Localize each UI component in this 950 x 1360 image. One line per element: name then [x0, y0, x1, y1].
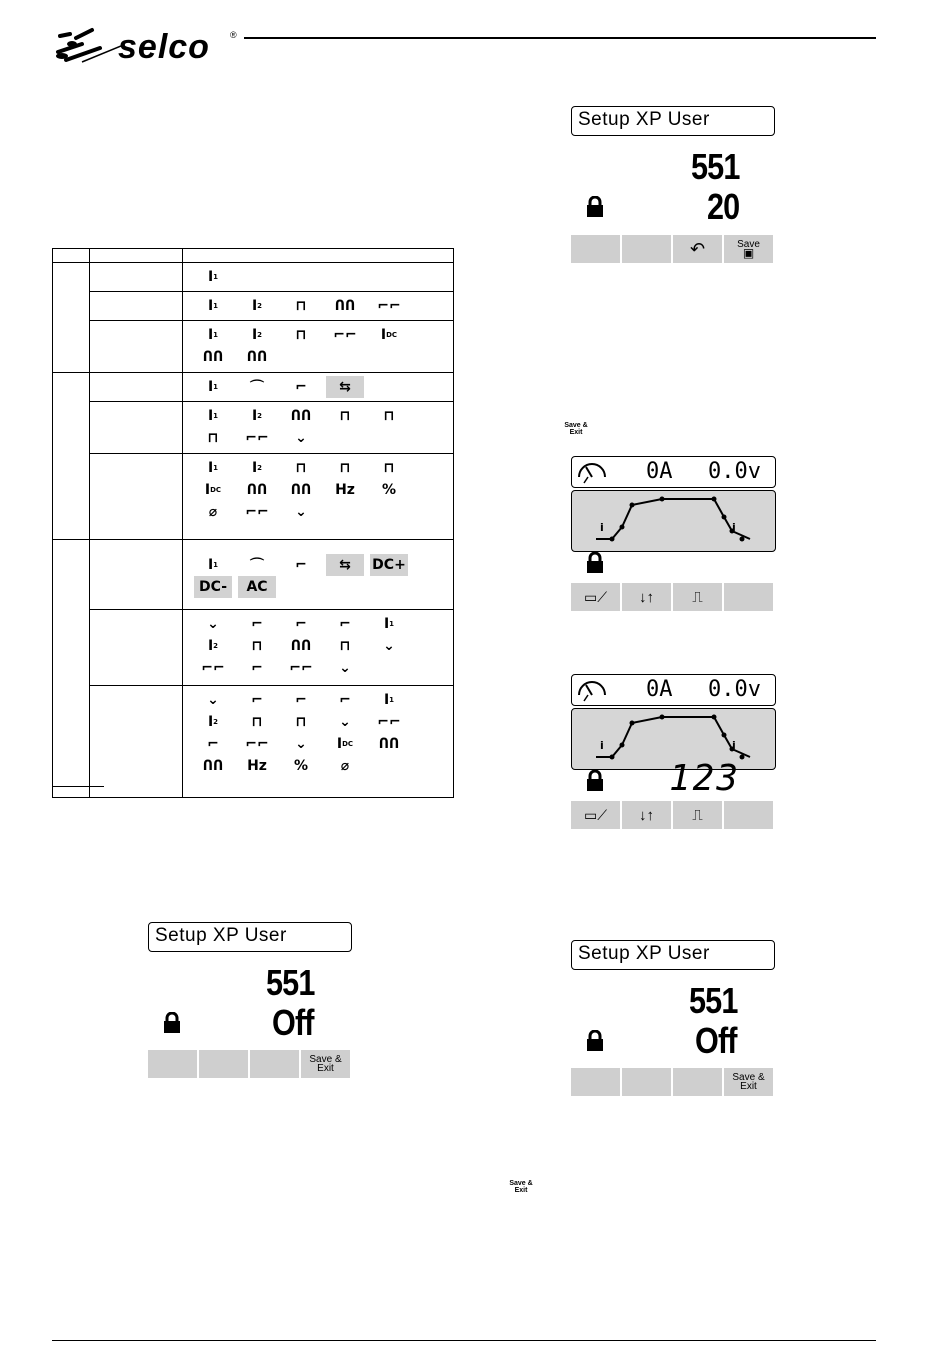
- updown-icon: ↓↑: [639, 588, 654, 606]
- param-icon: DC+: [370, 554, 408, 576]
- pulse-button[interactable]: [673, 583, 724, 611]
- lock-icon: [585, 770, 605, 792]
- param-icon: ՈՈ: [290, 408, 312, 424]
- torch-icon: ▭⟋: [583, 806, 608, 823]
- registered-mark: ®: [230, 30, 237, 40]
- param-icon: ⌐⌐: [289, 660, 313, 676]
- param-icon: ՈՈ: [202, 758, 224, 774]
- param-icon: Hz: [247, 758, 267, 774]
- param-icon: AC: [238, 576, 276, 598]
- save-exit-button[interactable]: Save & Exit: [301, 1050, 352, 1078]
- save-button[interactable]: [724, 235, 775, 263]
- icon-row: [183, 263, 453, 291]
- graph-header: [571, 674, 776, 706]
- param-icon: ՈՈ: [202, 349, 224, 365]
- param-icon: ⌄: [207, 616, 219, 632]
- display-setup-20: [571, 106, 781, 264]
- param-icon: ⌄: [295, 736, 307, 752]
- param-icon: ⌄: [383, 638, 395, 654]
- svg-text:i: i: [732, 739, 736, 752]
- softkey-3-button[interactable]: [250, 1050, 301, 1078]
- param-icon: I DC: [336, 736, 354, 752]
- softkey-2-button[interactable]: [199, 1050, 250, 1078]
- gauge-icon: [576, 679, 608, 703]
- param-icon: ⌀: [208, 504, 218, 520]
- label-cell: [90, 686, 183, 798]
- icon-row: [183, 321, 453, 371]
- param-icon: I 1: [207, 408, 219, 424]
- param-icon: ⌐: [295, 557, 307, 573]
- icons-cell: [183, 292, 454, 321]
- table-head-cell: [183, 249, 454, 263]
- display-setup-off-1: [148, 922, 358, 1080]
- param-icon: ⊓: [339, 408, 351, 424]
- param-icon: %: [293, 758, 309, 774]
- icons-cell: [183, 454, 454, 540]
- table-head-cell: [53, 249, 90, 263]
- param-icon: ⌒: [250, 380, 264, 396]
- param-icon: ՈՈ: [246, 349, 268, 365]
- param-icon: DC-: [194, 576, 232, 598]
- header-rule: [244, 37, 876, 39]
- param-icon: ՈՈ: [246, 482, 268, 498]
- param-icon: ⌐: [295, 692, 307, 708]
- icon-row: [183, 686, 453, 780]
- param-icon: I 2: [251, 408, 263, 424]
- icon-row: [183, 540, 453, 601]
- param-icon: ⌐⌐: [245, 736, 269, 752]
- lock-icon: [585, 1030, 605, 1052]
- volts-readout: 0.0v: [708, 459, 761, 484]
- footer-rule: [52, 1340, 876, 1341]
- display-value-2: Off: [695, 1020, 737, 1061]
- torch-icon: ▭⟋: [583, 588, 608, 605]
- param-icon: ⊓: [251, 714, 263, 730]
- param-icon: ⌐: [295, 379, 307, 395]
- param-icon: I 1: [207, 327, 219, 343]
- param-icon: I 2: [207, 714, 219, 730]
- param-icon: ⌐⌐: [377, 298, 401, 314]
- updown-icon: ↓↑: [639, 806, 654, 824]
- lock-icon: [585, 196, 605, 218]
- save-exit-button[interactable]: Save & Exit: [724, 1068, 775, 1096]
- svg-text:i: i: [600, 739, 604, 752]
- param-icon: I 1: [207, 298, 219, 314]
- updown-button[interactable]: [622, 583, 673, 611]
- param-icon: I 1: [207, 269, 219, 285]
- param-icon: I DC: [204, 482, 222, 498]
- icons-cell: [183, 373, 454, 402]
- amps-readout: 0A: [646, 677, 673, 702]
- param-icon: I 2: [251, 298, 263, 314]
- inline-save-exit-icon: Save & Exit: [564, 422, 588, 436]
- label-cell: [90, 263, 183, 292]
- display-value-1: 551: [691, 146, 740, 187]
- softkey-2-button[interactable]: [622, 1068, 673, 1096]
- label-cell: [90, 454, 183, 540]
- segment-value: 123: [669, 758, 741, 799]
- display-setup-off-2: [571, 940, 781, 1098]
- torch-button[interactable]: [571, 583, 622, 611]
- param-icon: ⌐⌐: [333, 327, 357, 343]
- display-value-1: 551: [266, 962, 315, 1003]
- inline-save-exit-icon: Save & Exit: [509, 1180, 533, 1194]
- display-title: Setup XP User: [571, 940, 775, 970]
- softkey-bar: [148, 1050, 352, 1078]
- param-icon: ՈՈ: [334, 298, 356, 314]
- pulse-icon: ⎍: [692, 806, 703, 824]
- softkey-4-button[interactable]: [724, 801, 775, 829]
- param-icon: ⌄: [295, 430, 307, 446]
- label-cell: [90, 402, 183, 454]
- svg-text:i: i: [600, 521, 604, 534]
- softkey-back-button[interactable]: [673, 235, 724, 263]
- param-icon: ⌐: [251, 692, 263, 708]
- softkey-2-button[interactable]: [622, 235, 673, 263]
- updown-button[interactable]: [622, 801, 673, 829]
- icons-cell: [183, 321, 454, 373]
- param-icon: ⊓: [295, 298, 307, 314]
- param-icon: ՈՈ: [378, 736, 400, 752]
- icons-cell: [183, 610, 454, 686]
- param-icon: Hz: [335, 482, 355, 498]
- selco-logo: [52, 22, 242, 68]
- icon-row: [183, 454, 453, 526]
- softkey-bar: [571, 1068, 775, 1096]
- display-value-2: Off: [272, 1002, 314, 1043]
- cycle-curve: [572, 491, 777, 553]
- label-cell: [90, 610, 183, 686]
- param-icon: I 2: [251, 327, 263, 343]
- display-title: Setup XP User: [571, 106, 775, 136]
- softkey-4-button[interactable]: [724, 583, 775, 611]
- param-icon: I 1: [207, 379, 219, 395]
- param-icon: ⌐: [251, 660, 263, 676]
- param-icon: ⇆: [326, 376, 364, 398]
- param-icon: ⌄: [207, 692, 219, 708]
- graph-header: [571, 456, 776, 488]
- param-icon: ⌒: [250, 558, 264, 574]
- gauge-icon: [576, 461, 608, 485]
- pulse-button[interactable]: [673, 801, 724, 829]
- softkey-1-button[interactable]: [148, 1050, 199, 1078]
- param-icon: ⊓: [383, 460, 395, 476]
- svg-text:i: i: [732, 521, 736, 534]
- table-head-cell: [90, 249, 183, 263]
- param-icon: ⇆: [326, 554, 364, 576]
- display-graph-1: [571, 456, 781, 612]
- group-cell: [53, 373, 90, 540]
- lock-icon: [585, 552, 605, 574]
- brand-name: selco: [118, 28, 210, 66]
- save-label: Save: [737, 239, 760, 250]
- param-icon: ⊓: [339, 460, 351, 476]
- amps-readout: 0A: [646, 459, 673, 484]
- icon-row: [183, 373, 453, 401]
- icons-cell: [183, 686, 454, 798]
- volts-readout: 0.0v: [708, 677, 761, 702]
- param-icon: ⊓: [251, 638, 263, 654]
- display-graph-2: [571, 674, 781, 830]
- param-icon: ⌄: [339, 714, 351, 730]
- softkey-1-button[interactable]: [571, 235, 622, 263]
- param-icon: ⊓: [339, 638, 351, 654]
- param-icon: ⌄: [339, 660, 351, 676]
- param-icon: I 1: [207, 460, 219, 476]
- pulse-icon: ⎍: [692, 588, 703, 606]
- param-icon: ⌐⌐: [245, 430, 269, 446]
- logo-mark-icon: [52, 22, 122, 68]
- param-icon: ⌐: [339, 616, 351, 632]
- display-title: Setup XP User: [148, 922, 352, 952]
- icon-row: [183, 402, 453, 452]
- param-icon: ՈՈ: [290, 482, 312, 498]
- softkey-bar: [571, 583, 775, 611]
- param-icon: I 1: [383, 692, 395, 708]
- label-cell: [90, 292, 183, 321]
- param-icon: I 1: [383, 616, 395, 632]
- lock-icon: [162, 1012, 182, 1034]
- torch-button[interactable]: [571, 801, 622, 829]
- param-icon: ⊓: [383, 408, 395, 424]
- label-cell: [90, 540, 183, 610]
- param-icon: I DC: [380, 327, 398, 343]
- param-icon: ⊓: [295, 327, 307, 343]
- param-icon: ⊓: [295, 714, 307, 730]
- param-icon: I 1: [207, 557, 219, 573]
- group-cell: [53, 263, 90, 373]
- param-icon: ⌄: [295, 504, 307, 520]
- param-icon: ⊓: [295, 460, 307, 476]
- label-cell: [90, 321, 183, 373]
- display-value-2: 20: [707, 186, 740, 227]
- softkey-1-button[interactable]: [571, 1068, 622, 1096]
- softkey-3-button[interactable]: [673, 1068, 724, 1096]
- param-icon: ⌐: [207, 736, 219, 752]
- icon-row: [183, 610, 453, 682]
- icons-cell: [183, 540, 454, 610]
- weld-cycle-graph: [571, 490, 776, 552]
- param-icon: ⌐⌐: [377, 714, 401, 730]
- param-icon: ⌐: [295, 616, 307, 632]
- param-icon: ⌐: [251, 616, 263, 632]
- param-icon: ⌐⌐: [201, 660, 225, 676]
- save-disk-icon: ▣: [742, 246, 755, 260]
- param-icon: I 2: [207, 638, 219, 654]
- table-footer-rule: [52, 786, 104, 787]
- param-icon: %: [381, 482, 397, 498]
- param-icon: ⌀: [340, 758, 350, 774]
- label-cell: [90, 373, 183, 402]
- param-icon: ⊓: [207, 430, 219, 446]
- group-cell: [53, 540, 90, 798]
- icons-cell: [183, 263, 454, 292]
- icons-cell: [183, 402, 454, 454]
- softkey-bar: [571, 235, 775, 263]
- param-icon: I 2: [251, 460, 263, 476]
- icon-row: [183, 292, 453, 320]
- parameter-table: [52, 248, 454, 798]
- param-icon: ⌐: [339, 692, 351, 708]
- back-icon: ↶: [689, 238, 706, 259]
- display-value-1: 551: [689, 980, 738, 1021]
- param-icon: ՈՈ: [290, 638, 312, 654]
- param-icon: ⌐⌐: [245, 504, 269, 520]
- softkey-bar: [571, 801, 775, 829]
